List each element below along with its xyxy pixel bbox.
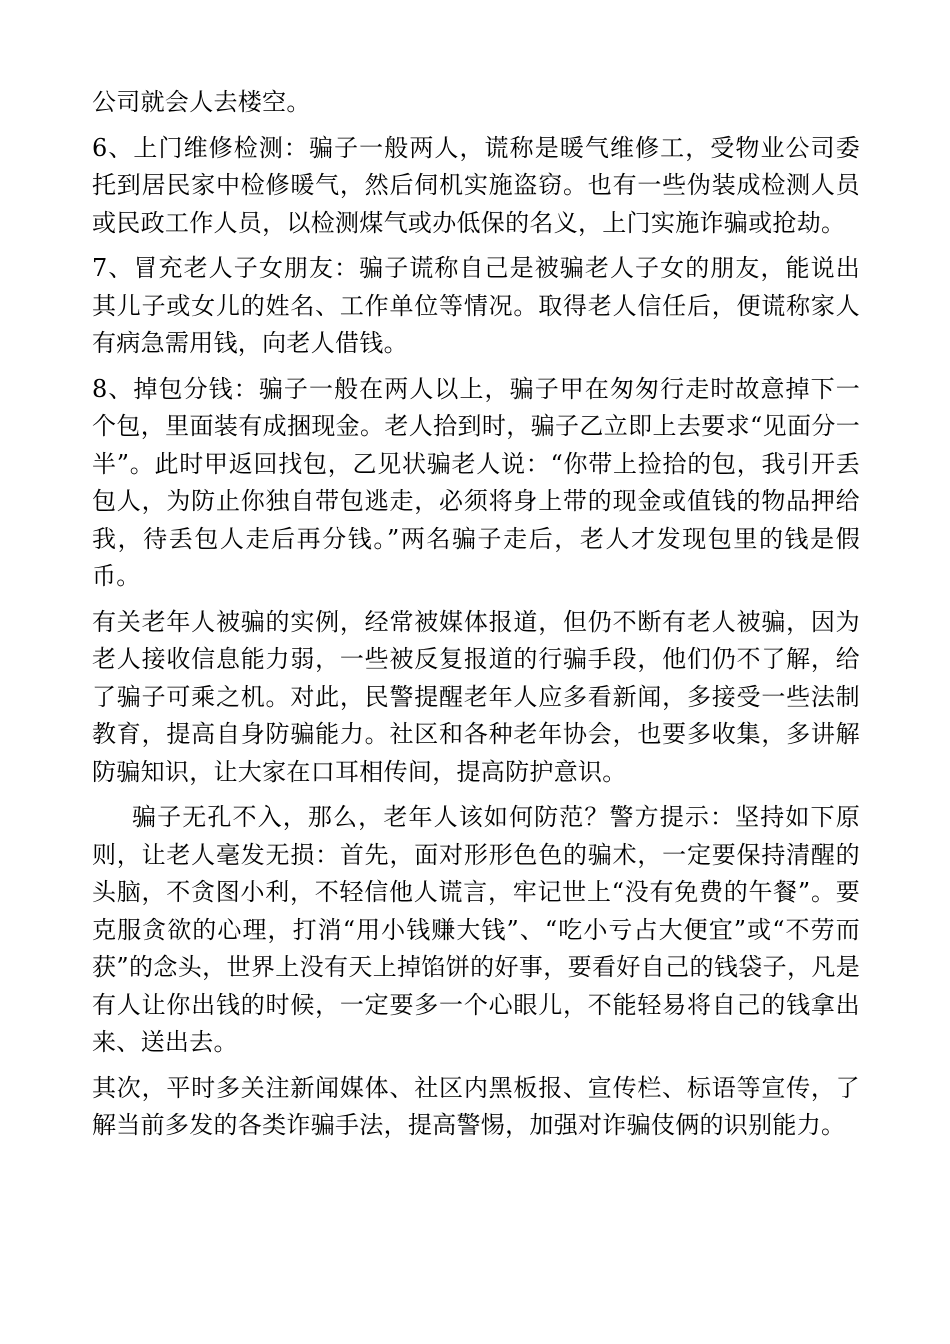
- paragraph-prevention-second: 其次，平时多关注新闻媒体、社区内黑板报、宣传栏、标语等宣传，了解当前多发的各类诈骗手法，提高警惕，加强对诈骗伎俩的识别能力。: [92, 1073, 860, 1139]
- paragraph-continuation: 公司就会人去楼空。: [92, 88, 311, 116]
- paragraph-item-7: 7、冒充老人子女朋友：骗子谎称自己是被骗老人子女的朋友，能说出其儿子或女儿的姓名、工作单位等情况。取得老人信任后，便谎称家人有病急需用钱，向老人借钱。: [92, 254, 860, 357]
- paragraph-item-6: 6、上门维修检测：骗子一般两人，谎称是暖气维修工，受物业公司委托到居民家中检修暖气，然后伺机实施盗窃。也有一些伪装成检测人员或民政工作人员，以检测煤气或办低保的名义，上门实施诈骗或抢劫。: [92, 133, 860, 237]
- paragraph-item-8: 8、掉包分钱：骗子一般在两人以上，骗子甲在匆匆行走时故意掉下一个包，里面装有成捆现金。老人拾到时，骗子乙立即上去要求“见面分一半”。此时甲返回找包，乙见状骗老人说：“你带上捡拾的包，我引开丢包人，为防止你独自带包逃走，必须将身上带的现金或值钱的物品押给我，待丢包人走后再分钱。”两名骗子走后，老人才发现包里的钱是假币。: [92, 374, 860, 590]
- document-body: [92, 84, 860, 1153]
- paragraph-media-reports: 有关老年人被骗的实例，经常被媒体报道，但仍不断有老人被骗，因为老人接收信息能力弱，一些被反复报道的行骗手段，他们仍不了解，给了骗子可乘之机。对此，民警提醒老年人应多看新闻，多接受一些法制教育，提高自身防骗能力。社区和各种老年协会，也要多收集，多讲解防骗知识，让大家在口耳相传间，提高防护意识。: [92, 607, 860, 786]
- paragraph-prevention-first: 骗子无孔不入，那么，老年人该如何防范？警方提示：坚持如下原则，让老人毫发无损：首先，面对形形色色的骗术，一定要保持清醒的头脑，不贪图小利，不轻信他人谎言，牢记世上“没有免费的午餐”。要克服贪欲的心理，打消“用小钱赚大钱”、“吃小亏占大便宜”或“不劳而获”的念头，世界上没有天上掉馅饼的好事，要看好自己的钱袋子，凡是有人让你出钱的时候，一定要多一个心眼儿，不能轻易将自己的钱拿出来、送出去。: [92, 803, 860, 1056]
